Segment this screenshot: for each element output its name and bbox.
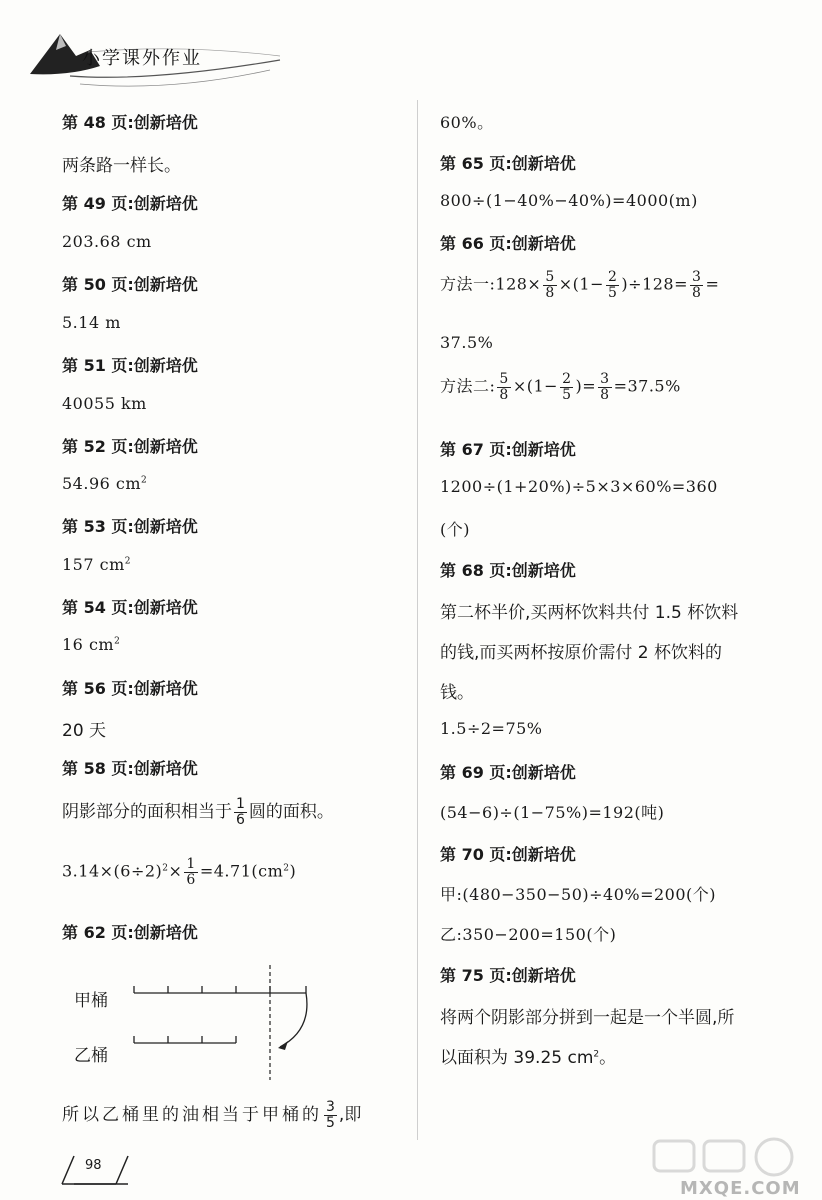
section-heading: 第 49 页:创新培优 xyxy=(62,194,198,213)
fraction: $\frac{5}{8}$ xyxy=(499,371,509,403)
answer-text: 所以乙桶里的油相当于甲桶的 $\frac{3}{5}$ ,即 xyxy=(62,1099,362,1131)
answer-text: (54−6)÷(1−75%)=192(吨) xyxy=(440,803,665,822)
section-heading: 第 58 页:创新培优 xyxy=(62,759,198,778)
answer-text: 203.68 cm xyxy=(62,232,152,251)
section-heading: 第 48 页:创新培优 xyxy=(62,113,198,132)
section-heading: 第 69 页:创新培优 xyxy=(440,763,576,782)
section-heading: 第 53 页:创新培优 xyxy=(62,517,198,536)
answer-text: 16 $cm^2$ xyxy=(62,635,121,654)
section-heading: 第 70 页:创新培优 xyxy=(440,845,576,864)
fraction: $\frac{1}{6}$ xyxy=(236,796,245,828)
answer-text: 5.14 m xyxy=(62,313,121,332)
column-divider xyxy=(417,100,418,1140)
answer-text: 60%。 xyxy=(440,113,494,132)
section-heading: 第 52 页:创新培优 xyxy=(62,437,198,456)
fraction: $\frac{1}{6}$ xyxy=(186,856,196,888)
answer-text: 的钱,而买两杯按原价需付 2 杯饮料的 xyxy=(440,643,723,663)
section-heading: 第 75 页:创新培优 xyxy=(440,966,576,985)
section-heading: 第 51 页:创新培优 xyxy=(62,356,198,375)
header-title: 小学课外作业 xyxy=(82,48,202,69)
answer-text: 第二杯半价,买两杯饮料共付 1.5 杯饮料 xyxy=(440,603,739,623)
answer-text: 800÷(1−40%−40%)=4000(m) xyxy=(440,191,698,210)
answer-text: 钱。 xyxy=(440,683,474,703)
answer-text: 两条路一样长。 xyxy=(62,156,181,176)
page-number: 98 xyxy=(85,1158,102,1173)
answer-text: 37.5% xyxy=(440,333,494,352)
section-heading: 第 68 页:创新培优 xyxy=(440,561,576,580)
answer-text: 将两个阴影部分拼到一起是一个半圆,所 xyxy=(440,1008,735,1028)
method-one: 方法一:128× $\frac{5}{8}$ ×(1− $\frac{2}{5}$ )÷128= $\frac{3}{8}$ = xyxy=(440,269,720,301)
fraction: $\frac{3}{8}$ xyxy=(600,371,610,403)
answer-text: 阴影部分的面积相当于 $\frac{1}{6}$ 圆的面积。 xyxy=(62,796,334,828)
label-yi: 乙桶 xyxy=(74,1046,108,1066)
method-two: 方法二: $\frac{5}{8}$ ×(1− $\frac{2}{5}$ )= $\frac{3}{8}$ =37.5% xyxy=(440,371,681,403)
answer-text: $3.14\times(6\div 2)^2\times$ $\frac{1}{6}$ $=4.71(cm^2)$ xyxy=(62,856,297,888)
section-heading: 第 65 页:创新培优 xyxy=(440,154,576,173)
answer-text: 1.5÷2=75% xyxy=(440,719,543,738)
section-heading: 第 54 页:创新培优 xyxy=(62,598,198,617)
section-heading: 第 62 页:创新培优 xyxy=(62,923,198,942)
section-heading: 第 67 页:创新培优 xyxy=(440,440,576,459)
label-jia: 甲桶 xyxy=(74,991,108,1011)
section-heading: 第 66 页:创新培优 xyxy=(440,234,576,253)
watermark-text: MXQE.COM xyxy=(680,1178,801,1199)
fraction: $\frac{3}{8}$ xyxy=(692,269,702,301)
answer-text: 1200÷(1+20%)÷5×3×60%=360 xyxy=(440,477,718,496)
fraction: $\frac{3}{5}$ xyxy=(326,1099,335,1131)
answer-text: 157 $cm^2$ xyxy=(62,555,131,574)
bucket-diagram xyxy=(62,955,362,1085)
answer-text: 以面积为 39.25 $cm^2$。 xyxy=(440,1048,617,1068)
answer-text: (个) xyxy=(440,520,470,539)
section-heading: 第 56 页:创新培优 xyxy=(62,679,198,698)
answer-text: 甲:(480−350−50)÷40%=200(个) xyxy=(440,885,717,904)
answer-text: 40055 km xyxy=(62,394,147,413)
answer-text: 20 天 xyxy=(62,721,107,741)
segment-bars-icon xyxy=(62,955,362,1085)
fraction: $\frac{5}{8}$ xyxy=(545,269,555,301)
answer-text: 乙:350−200=150(个) xyxy=(440,925,617,944)
fraction: $\frac{2}{5}$ xyxy=(562,371,572,403)
section-heading: 第 50 页:创新培优 xyxy=(62,275,198,294)
answer-text: 54.96 $cm^2$ xyxy=(62,474,148,493)
fraction: $\frac{2}{5}$ xyxy=(608,269,618,301)
